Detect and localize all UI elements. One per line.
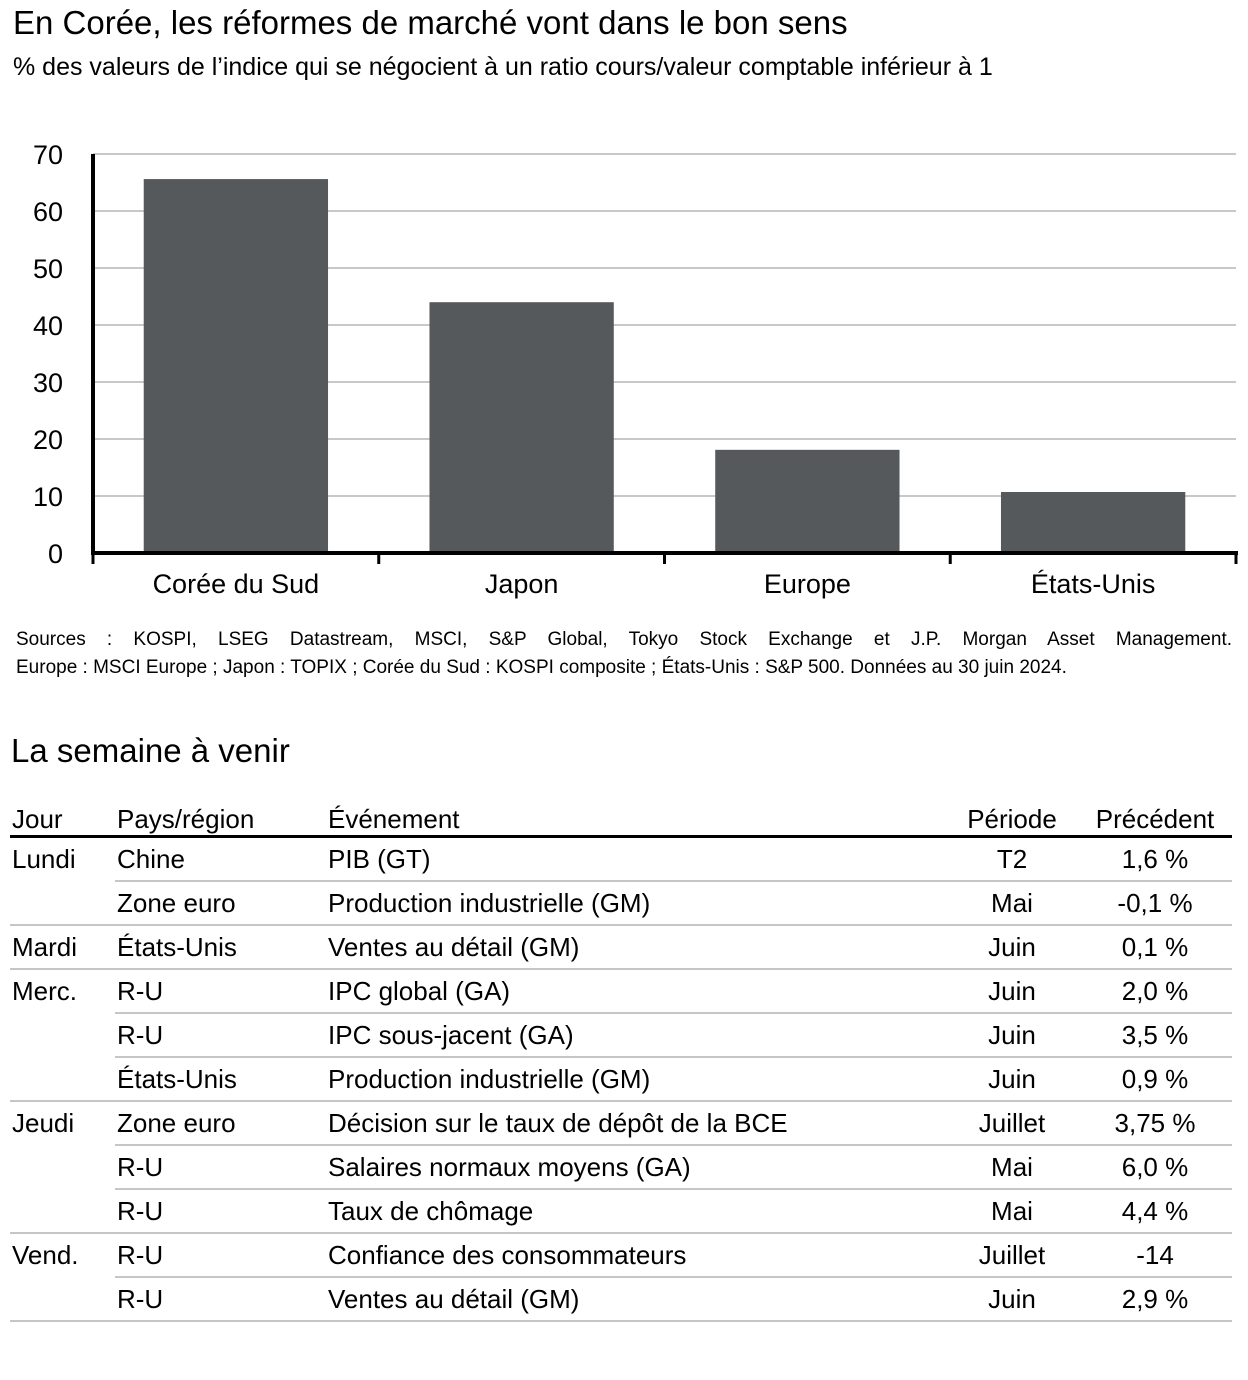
cell-country: R-U xyxy=(115,1189,326,1233)
sources-note xyxy=(16,626,1232,682)
bar-chart xyxy=(0,130,1248,610)
cell-country: États-Unis xyxy=(115,1057,326,1101)
header-previous: Précédent xyxy=(1078,795,1232,837)
cell-event: Production industrielle (GM) xyxy=(326,881,946,925)
cell-event: Taux de chômage xyxy=(326,1189,946,1233)
cell-period: Mai xyxy=(946,1189,1078,1233)
cell-day xyxy=(10,1189,115,1233)
cell-previous: 2,9 % xyxy=(1078,1277,1232,1321)
cell-event: Ventes au détail (GM) xyxy=(326,925,946,969)
cell-period: Juin xyxy=(946,1057,1078,1101)
y-tick-label: 0 xyxy=(47,539,63,569)
cell-day: Mardi xyxy=(10,925,115,969)
cell-period: Mai xyxy=(946,881,1078,925)
calendar-row xyxy=(10,925,1232,969)
cell-period: Juillet xyxy=(946,1101,1078,1145)
cell-day xyxy=(10,881,115,925)
cell-day xyxy=(10,1013,115,1057)
bar-2 xyxy=(429,302,613,553)
cell-country: R-U xyxy=(115,1145,326,1189)
cell-day: Merc. xyxy=(10,969,115,1013)
y-tick-label: 50 xyxy=(32,254,63,284)
calendar-row xyxy=(10,1277,1232,1321)
cell-country: Zone euro xyxy=(115,881,326,925)
calendar-row xyxy=(10,1101,1232,1145)
y-tick-label: 10 xyxy=(32,482,63,512)
cell-period: Juin xyxy=(946,969,1078,1013)
header-country: Pays/région xyxy=(115,795,326,837)
cell-day xyxy=(10,1057,115,1101)
cell-event: Salaires normaux moyens (GA) xyxy=(326,1145,946,1189)
bar-4 xyxy=(1001,492,1185,553)
y-tick-label: 30 xyxy=(32,368,63,398)
cell-previous: 0,9 % xyxy=(1078,1057,1232,1101)
x-tick-label: États-Unis xyxy=(1030,569,1156,599)
cell-country: Zone euro xyxy=(115,1101,326,1145)
cell-event: Décision sur le taux de dépôt de la BCE xyxy=(326,1101,946,1145)
calendar-body xyxy=(10,837,1232,1322)
y-tick-label: 40 xyxy=(32,311,63,341)
calendar-row xyxy=(10,837,1232,882)
calendar-row xyxy=(10,881,1232,925)
y-tick-label: 70 xyxy=(32,140,63,170)
x-tick-label: Japon xyxy=(484,569,559,599)
x-tick-label: Europe xyxy=(763,569,851,599)
cell-period: Juillet xyxy=(946,1233,1078,1277)
cell-day xyxy=(10,1277,115,1321)
cell-period: T2 xyxy=(996,843,1028,874)
calendar-row xyxy=(10,969,1232,1013)
cell-period: Juin xyxy=(946,925,1078,969)
calendar-title: La semaine à venir xyxy=(11,732,290,769)
cell-period: Juin xyxy=(946,1013,1078,1057)
bar-3 xyxy=(715,450,899,553)
cell-period: Juin xyxy=(946,1277,1078,1321)
chart-title: En Corée, les réformes de marché vont dans le bon sens xyxy=(13,4,848,41)
cell-day: Lundi xyxy=(12,844,76,874)
cell-previous: -0,1 % xyxy=(1078,881,1232,925)
chart-subtitle: % des valeurs de l’indice qui se négocient à un ratio cours/valeur comptable inférieur à 1 xyxy=(13,53,993,81)
header-event: Événement xyxy=(326,795,946,837)
header-day: Jour xyxy=(10,795,115,837)
calendar-row xyxy=(10,1233,1232,1277)
x-tick-label: Corée du Sud xyxy=(152,569,320,599)
cell-country: R-U xyxy=(115,1277,326,1321)
calendar-row xyxy=(10,1189,1232,1233)
cell-day: Jeudi xyxy=(10,1101,115,1145)
cell-country: R-U xyxy=(115,1233,326,1277)
cell-country: États-Unis xyxy=(115,925,326,969)
calendar-table xyxy=(10,795,1232,1322)
cell-event: Ventes au détail (GM) xyxy=(326,1277,946,1321)
cell-previous: 0,1 % xyxy=(1078,925,1232,969)
sources-line-2: Europe : MSCI Europe ; Japon : TOPIX ; Corée du Sud : KOSPI composite ; États-Unis : S&P 500. Données au 30 juin 2024. xyxy=(16,657,1067,678)
cell-previous: 2,0 % xyxy=(1078,969,1232,1013)
cell-day xyxy=(10,1145,115,1189)
cell-previous: -14 xyxy=(1078,1233,1232,1277)
calendar-row xyxy=(10,1057,1232,1101)
cell-day: Vend. xyxy=(10,1233,115,1277)
y-tick-label: 20 xyxy=(32,425,63,455)
sources-line-1: Sources : KOSPI, LSEG Datastream, MSCI, S&P Global, Tokyo Stock Exchange et J.P. Morgan Asset Management. xyxy=(16,629,1232,650)
y-tick-label: 60 xyxy=(32,197,63,227)
header-period: Période xyxy=(946,795,1078,837)
cell-previous: 1,6 % xyxy=(1121,843,1189,874)
cell-event: IPC sous-jacent (GA) xyxy=(326,1013,946,1057)
cell-event: PIB (GT) xyxy=(328,843,431,874)
cell-event: Production industrielle (GM) xyxy=(326,1057,946,1101)
calendar-row xyxy=(10,1013,1232,1057)
cell-previous: 6,0 % xyxy=(1078,1145,1232,1189)
cell-country: R-U xyxy=(115,1013,326,1057)
bar-1 xyxy=(144,179,328,553)
calendar-header-row xyxy=(10,795,1232,837)
cell-previous: 4,4 % xyxy=(1078,1189,1232,1233)
cell-previous: 3,75 % xyxy=(1078,1101,1232,1145)
cell-country: R-U xyxy=(115,969,326,1013)
cell-country: Chine xyxy=(117,843,185,874)
calendar-row xyxy=(10,1145,1232,1189)
cell-period: Mai xyxy=(946,1145,1078,1189)
cell-previous: 3,5 % xyxy=(1078,1013,1232,1057)
cell-event: Confiance des consommateurs xyxy=(326,1233,946,1277)
cell-event: IPC global (GA) xyxy=(326,969,946,1013)
